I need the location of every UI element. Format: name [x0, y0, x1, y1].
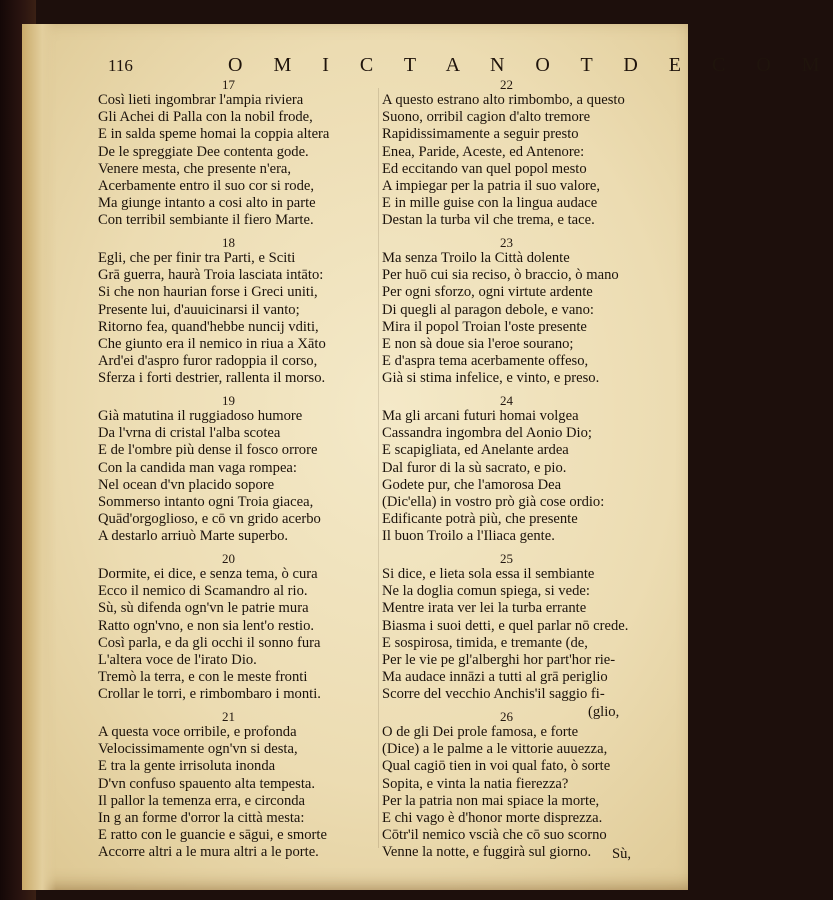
verse-line: E de l'ombre più dense il fosco orrore — [98, 442, 318, 459]
verse-line: Accorre altri a le mura altri a le porte. — [98, 844, 319, 861]
verse-line: Enea, Paride, Aceste, ed Antenore: — [382, 143, 585, 160]
verse-line: Ma audace innāzi a tutti al grā periglio — [382, 669, 608, 686]
stanza-number: 19 — [222, 393, 235, 408]
verse-line: Con la candida man vaga rompea: — [98, 459, 297, 476]
verse-line: Egli, che per finir tra Parti, e Sciti — [98, 250, 296, 266]
stanza-25 — [382, 552, 644, 721]
stanza-24 — [382, 394, 644, 546]
verse-line: E tra la gente irrisoluta inonda — [98, 758, 276, 775]
verse-line: A questo estrano alto rimbombo, a questo — [382, 92, 625, 108]
verse-line: Così lieti ingombrar l'ampia riviera — [98, 92, 304, 108]
stanza-number: 18 — [222, 235, 235, 250]
verse-line: Biasma i suoi detti, e quel parlar nō crede. — [382, 617, 629, 634]
verse-line: Già si stima infelice, e vinto, e preso. — [382, 370, 600, 387]
verse-line: Ne la doglia comun spiega, si vede: — [382, 583, 590, 600]
verse-line: Dormite, ei dice, e senza tema, ò cura — [98, 566, 318, 582]
verse-line: Presente lui, d'auuicinarsi il vanto; — [98, 301, 300, 318]
verse-line: A impiegar per la patria il suo valore, — [382, 177, 601, 194]
stanza-18 — [98, 236, 374, 388]
verse-line: Mentre irata ver lei la turba errante — [382, 600, 587, 617]
stanza-20 — [98, 552, 374, 704]
verse-line: Ma giunge intanto a cosi alto in parte — [98, 195, 316, 212]
verse-line: E scapigliata, ed Anelante ardea — [382, 442, 569, 459]
verse-line: Destan la turba vil che trema, e tace. — [382, 212, 595, 229]
verse-line: Cassandra ingombra del Aonio Dio; — [382, 425, 592, 442]
verse-line: Da l'vrna di cristal l'alba scotea — [98, 425, 281, 442]
verse-line: (Dic'ella) in vostro prò già cose ordio: — [382, 493, 605, 510]
verse-line: Godete pur, che l'amorosa Dea — [382, 476, 562, 493]
verse-line: Già matutina il ruggiadoso humore — [98, 408, 303, 424]
verse-line: Acerbamente entro il suo cor si rode, — [98, 177, 314, 194]
verse-line: E sospirosa, timida, e tremante (de, — [382, 634, 588, 651]
verse-line: Rapidissimamente a seguir presto — [382, 126, 579, 143]
verse-line: Gli Achei di Palla con la nobil frode, — [98, 109, 313, 126]
verse-line: Per ogni sforzo, ogni virtute ardente — [382, 284, 593, 301]
verse-line: Qual cagiō tien in voi qual fato, ò sorte — [382, 758, 611, 775]
stanza-number: 22 — [500, 77, 513, 92]
verse-line: Con terribil sembiante il fiero Marte. — [98, 212, 314, 229]
stanza-number: 25 — [500, 551, 513, 566]
verse-line: D'vn confuso spauento alta tempesta. — [98, 775, 316, 792]
verse-line: Sferza i forti destrier, rallenta il morso. — [98, 370, 326, 387]
verse-line: Si dice, e lieta sola essa il sembiante — [382, 566, 595, 582]
verse-line: Per la patria non mai spiace la morte, — [382, 792, 600, 809]
verse-line: Ed eccitando van quel popol mesto — [382, 160, 587, 177]
stanza-number: 26 — [500, 709, 513, 724]
verse-line: Sommerso intanto ogni Troia giacea, — [98, 493, 314, 510]
verse-line: In g an forme d'orror la città mesta: — [98, 809, 305, 826]
verse-line: Il pallor la temenza erra, e circonda — [98, 792, 306, 809]
verse-line: Ard'ei d'aspro furor radoppia il corso, — [98, 353, 318, 370]
verse-line: Quād'orgoglioso, e cō vn grido acerbo — [98, 511, 321, 528]
verse-line: Cōtr'il nemico vscià che cō suo scorno — [382, 827, 607, 844]
verse-line: Venne la notte, e fuggirà sul giorno. — [382, 844, 592, 861]
verse-line: Crollar le torri, e rimbombaro i monti. — [98, 686, 321, 703]
stanza-17 — [98, 78, 374, 230]
stanza-21 — [98, 710, 374, 862]
verse-line: Ecco il nemico di Scamandro al rio. — [98, 583, 308, 600]
stanza-number: 24 — [500, 393, 513, 408]
verse-line: Il buon Troilo a l'Iliaca gente. — [382, 528, 555, 545]
verse-line: Dal furor di la sù sacrato, e pio. — [382, 459, 567, 476]
verse-line: Per le vie pe gl'alberghi hor part'hor rie- — [382, 651, 616, 668]
catchword: Sù, — [612, 846, 632, 862]
verse-line: Per huō cui sia reciso, ò braccio, ò mano — [382, 267, 619, 284]
verse-line: Di quegli al paragon debole, e vano: — [382, 301, 594, 318]
verse-line: Scorre del vecchio Anchis'il saggio fi- — [382, 686, 605, 703]
verse-line: Che giunto era il nemico in riua a Xāto — [98, 335, 326, 352]
verse-line: Grā guerra, haurà Troia lasciata intāto: — [98, 267, 324, 284]
verse-line: E in mille guise con la lingua audace — [382, 195, 598, 212]
verse-line: Sù, sù difenda ogn'vn le patrie mura — [98, 600, 309, 617]
stanza-22 — [382, 78, 644, 230]
verse-line: A destarlo arriuò Marte superbo. — [98, 528, 289, 545]
verse-line: Così parla, e da gli occhi il sonno fura — [98, 634, 321, 651]
verse-line: E in salda speme homai la coppia altera — [98, 126, 330, 143]
stanza-number: 17 — [222, 77, 235, 92]
verse-line: Mira il popol Troian l'oste presente — [382, 318, 587, 335]
stanza-number: 20 — [222, 551, 235, 566]
stanza-19 — [98, 394, 374, 546]
stanza-26 — [382, 710, 644, 862]
verse-line: E chi vago è d'honor morte disprezza. — [382, 809, 603, 826]
stanza-23 — [382, 236, 644, 388]
verse-line: Edificante potrà più, che presente — [382, 511, 578, 528]
verse-line: Ratto ogn'vno, e non sia lent'o restio. — [98, 617, 315, 634]
page-gutter-curl — [22, 24, 56, 890]
verse-line: E d'aspra tema acerbamente offeso, — [382, 353, 589, 370]
verse-line: E non sà doue sia l'eroe sourano; — [382, 335, 574, 352]
verse-line: Venere mesta, che presente n'era, — [98, 160, 292, 177]
verse-line: (Dice) a le palme a le vittorie auuezza, — [382, 741, 608, 758]
verse-line: E ratto con le guancie e sāgui, e smorte — [98, 827, 327, 844]
verse-line: O de gli Dei prole famosa, e forte — [382, 724, 579, 740]
verse-line: Sopita, e vinta la natia fierezza? — [382, 775, 569, 792]
verse-line: Tremò la terra, e con le meste fronti — [98, 669, 308, 686]
stanza-number: 23 — [500, 235, 513, 250]
verse-line: Si che non haurian forse i Greci uniti, — [98, 284, 318, 301]
verse-line: Nel ocean d'vn placido sopore — [98, 476, 275, 493]
page-number: 116 — [108, 56, 133, 75]
verse-line: Velocissimamente ogn'vn si desta, — [98, 741, 298, 758]
verse-line: De le spreggiate Dee contenta gode. — [98, 143, 309, 160]
verse-line: A questa voce orribile, e profonda — [98, 724, 297, 740]
running-title: O M I C T A N O T D E C O M — [228, 54, 833, 76]
verse-line: (glio, — [588, 703, 620, 720]
verse-line: Ritorno fea, quand'hebbe nuncij vditi, — [98, 318, 319, 335]
verse-line: L'altera voce de l'irato Dio. — [98, 651, 257, 668]
verse-line: Ma gli arcani futuri homai volgea — [382, 408, 579, 424]
verse-line: Suono, orribil cagion d'alto tremore — [382, 109, 591, 126]
stanza-number: 21 — [222, 709, 235, 724]
verse-line: Ma senza Troilo la Città dolente — [382, 250, 570, 266]
column-divider — [378, 88, 379, 848]
